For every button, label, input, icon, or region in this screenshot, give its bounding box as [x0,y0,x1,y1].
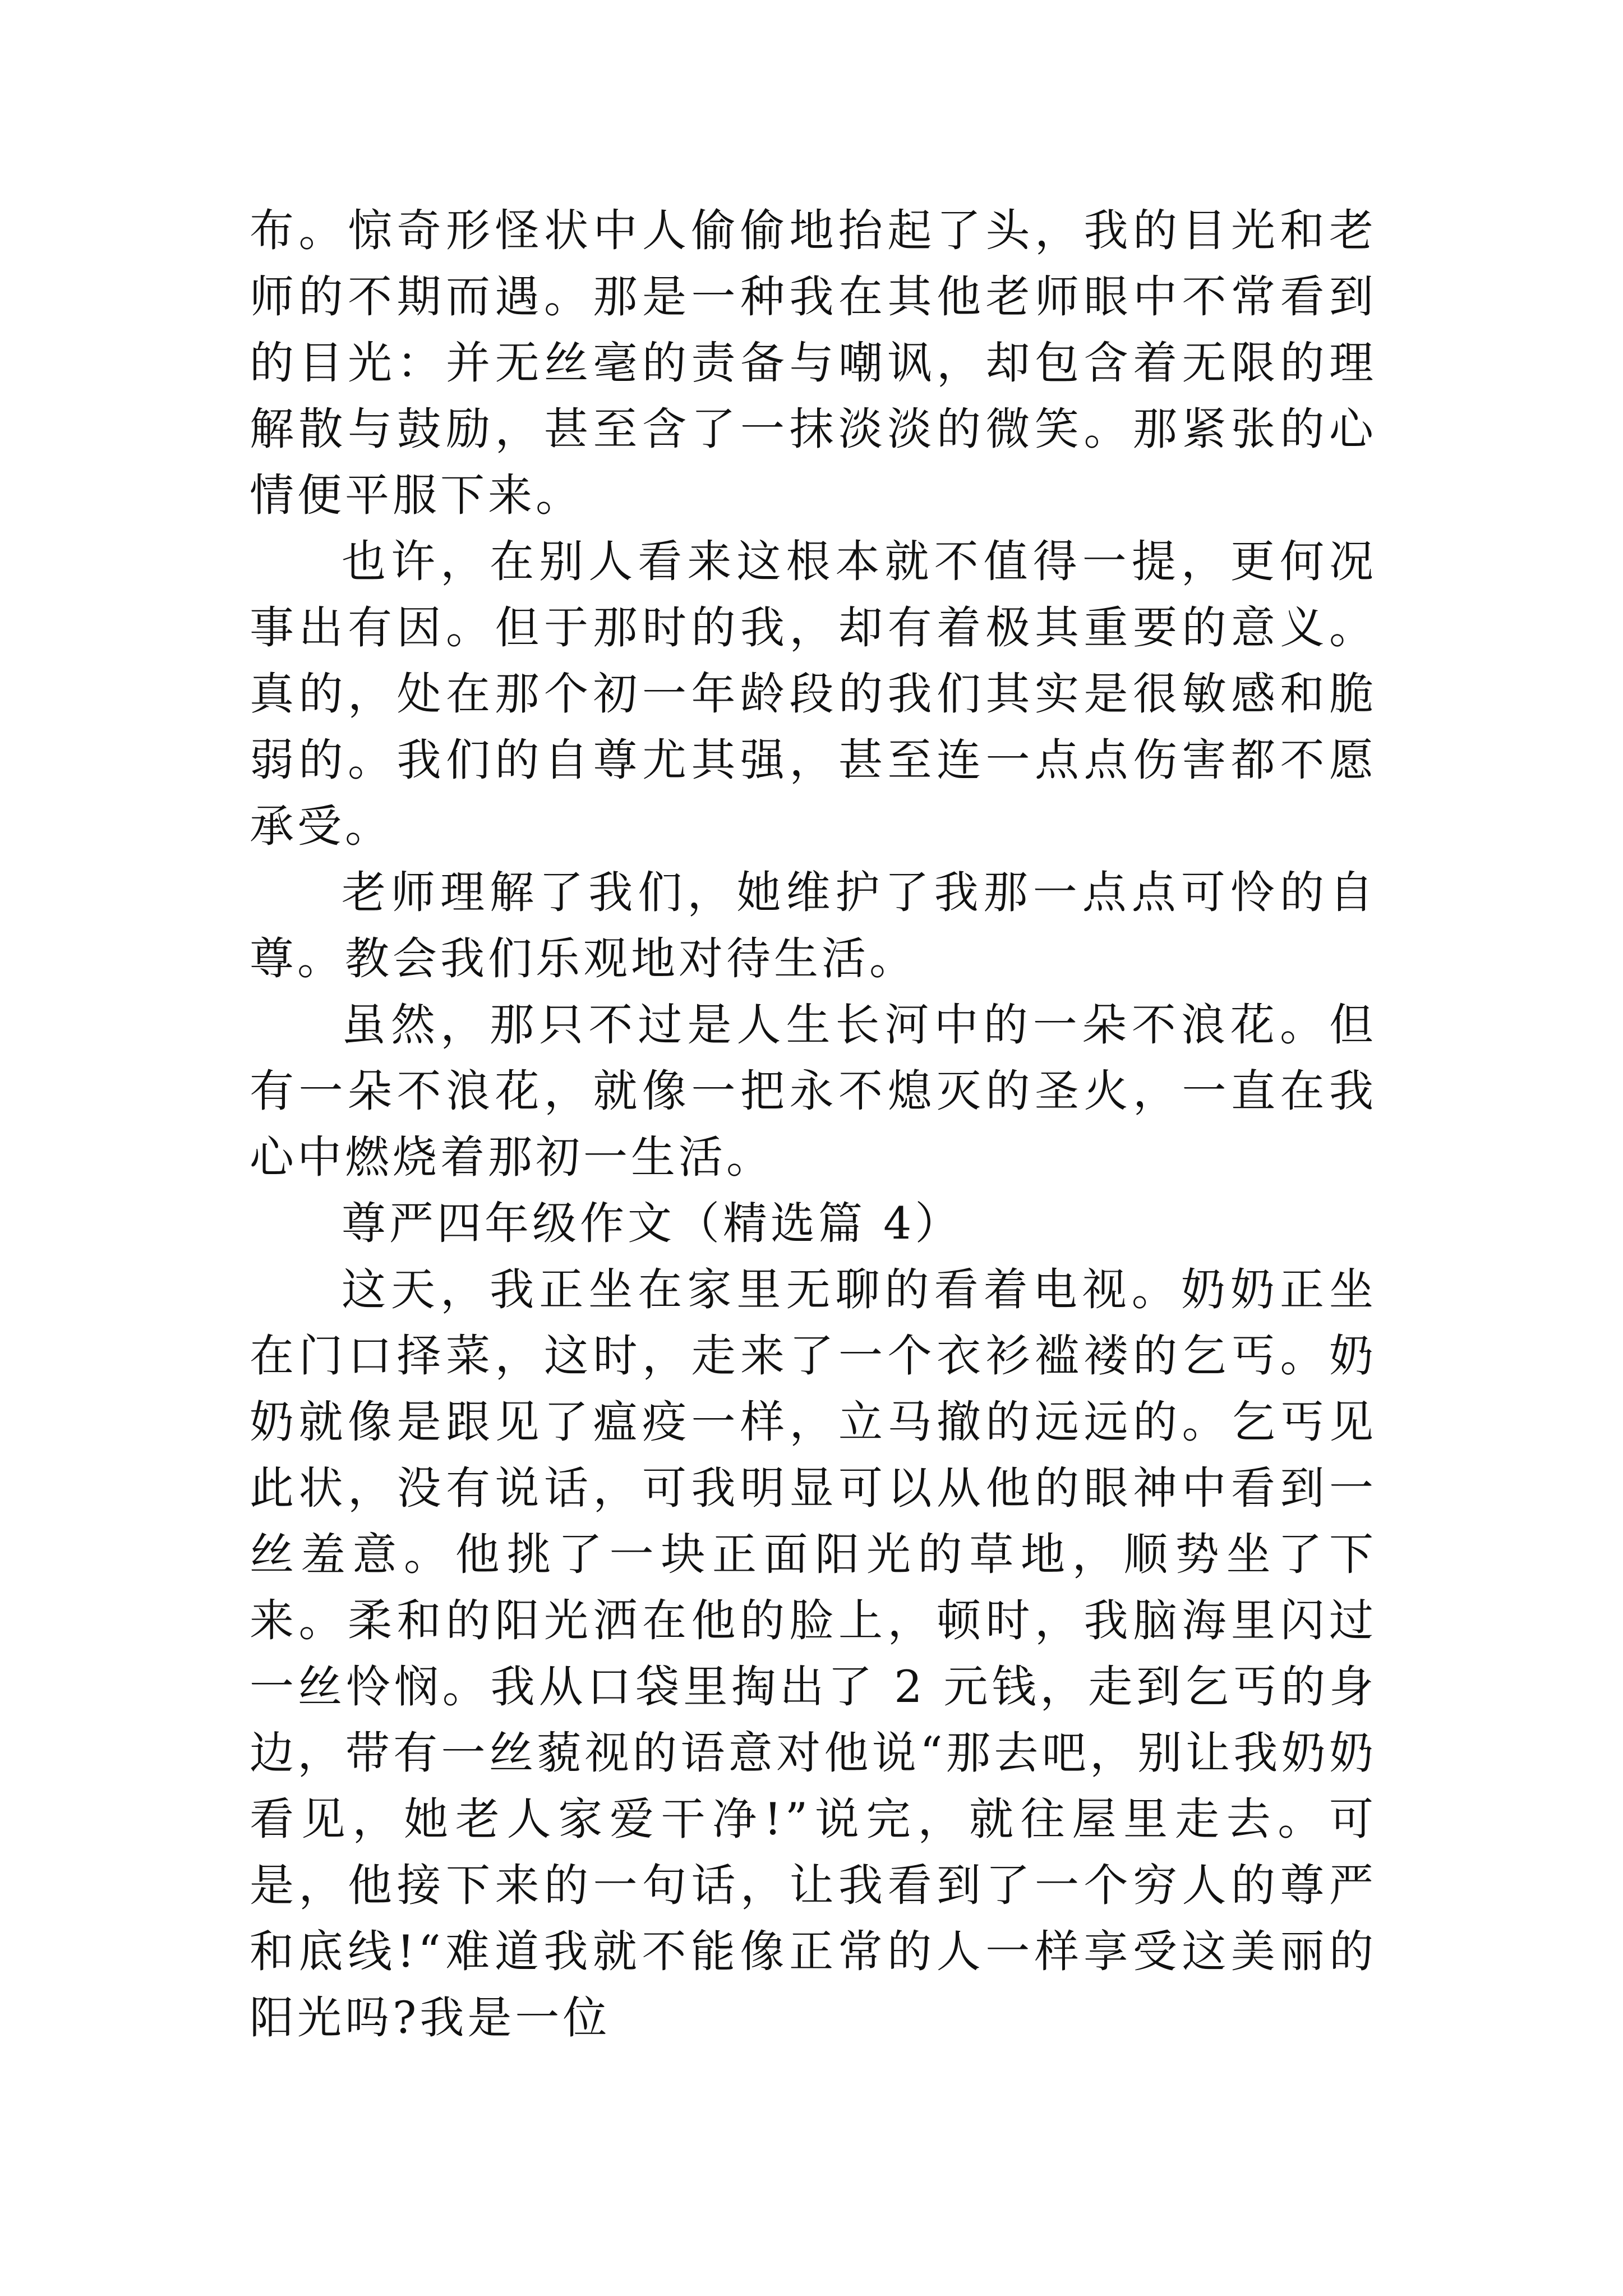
paragraph: 也许，在别人看来这根本就不值得一提，更何况事出有因。但于那时的我，却有着极其重要的意义。真的，处在那个初一年龄段的我们其实是很敏感和脆弱的。我们的自尊尤其强，甚至连一点点伤害都不愿承受。 [250,536,1377,852]
paragraph: 虽然，那只不过是人生长河中的一朵不浪花。但有一朵不浪花，就像一把永不熄灭的圣火，一直在我心中燃烧着那初一生活。 [250,999,1377,1183]
document-body [250,197,1377,2051]
paragraph: 老师理解了我们，她维护了我那一点点可怜的自尊。教会我们乐观地对待生活。 [250,867,1377,984]
paragraph-continuation: 布。惊奇形怪状中人偷偷地抬起了头，我的目光和老师的不期而遇。那是一种我在其他老师眼中不常看到的目光：并无丝毫的责备与嘲讽，却包含着无限的理解散与鼓励，甚至含了一抹淡淡的微笑。那紧张的心情便平服下来。 [250,205,1377,521]
paragraph: 这天，我正坐在家里无聊的看着电视。奶奶正坐在门口择菜，这时，走来了一个衣衫褴褛的乞丐。奶奶就像是跟见了瘟疫一样，立马撤的远远的。乞丐见此状，没有说话，可我明显可以从他的眼神中看到一丝羞意。他挑了一块正面阳光的草地，顺势坐了下来。柔和的阳光洒在他的脸上，顿时，我脑海里闪过一丝怜悯。我从口袋里掏出了 2 元钱，走到乞丐的身边，带有一丝藐视的语意对他说“那去吧，别让我奶奶看见，她老人家爱干净!”说完，就往屋里走去。可是，他接下来的一句话，让我看到了一个穷人的尊严和底线!“难道我就不能像正常的人一样享受这美丽的阳光吗?我是一位 [250,1264,1377,2044]
section-heading: 尊严四年级作文（精选篇 4） [342,1198,963,1249]
